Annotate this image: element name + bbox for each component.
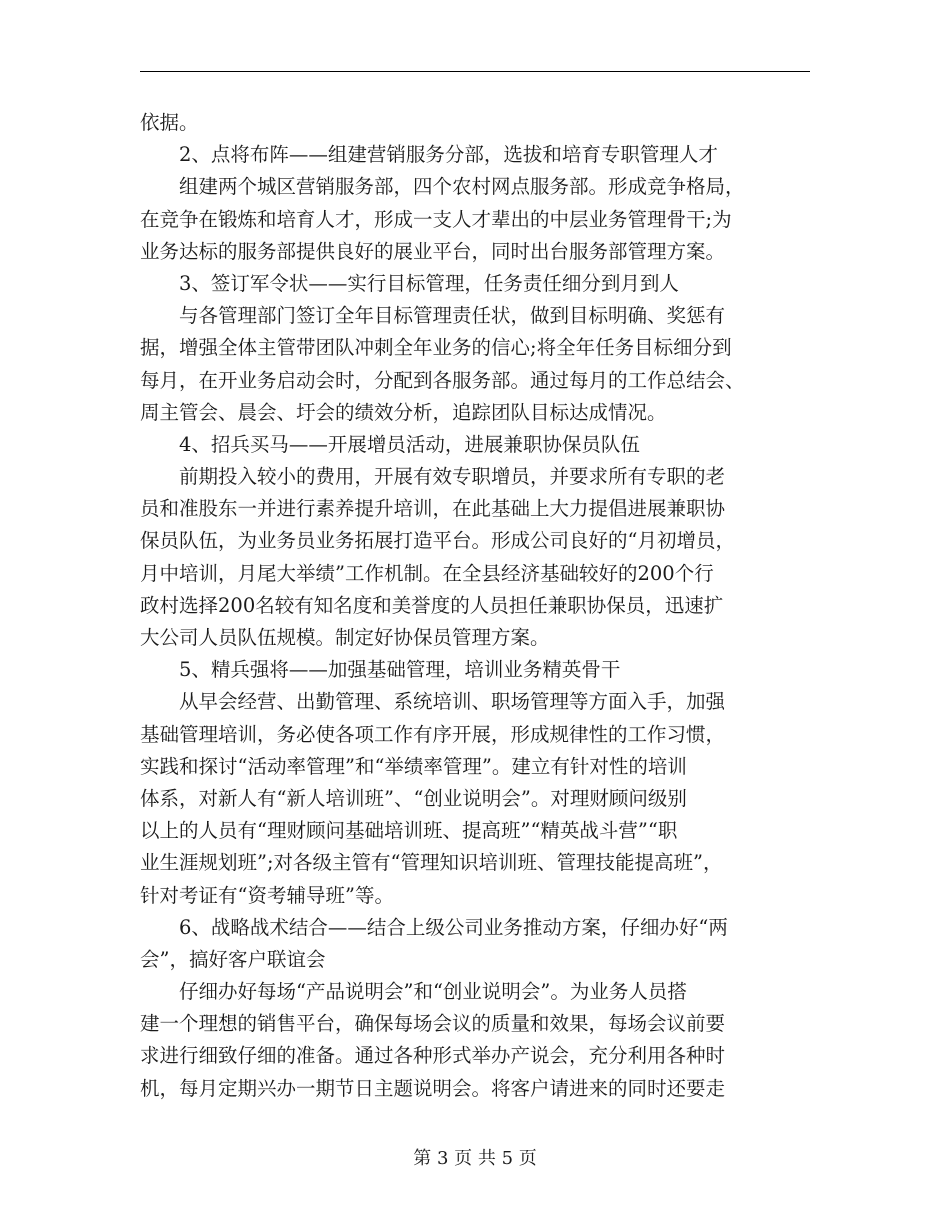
text-line: 依据。 (140, 111, 199, 134)
text-line: 前期投入较小的费用，开展有效专职增员，并要求所有专职的老 (179, 465, 726, 489)
text-line: 5、精兵强将——加强基础管理，培训业务精英骨干 (179, 658, 621, 682)
text-line: 组建两个城区营销服务部，四个农村网点服务部。形成竞争格局， (179, 175, 745, 199)
text-line: 6、战略战术结合——结合上级公司业务推动方案，仔细办好“两 (179, 915, 728, 939)
text-line: 业务达标的服务部提供良好的展业平台，同时出台服务部管理方案。 (140, 239, 726, 263)
text-line: 仔细办好每场“产品说明会”和“创业说明会”。为业务人员搭 (179, 980, 687, 1004)
text-line: 政村选择200名较有知名度和美誉度的人员担任兼职协保员，迅速扩 (140, 593, 724, 617)
text-line: 周主管会、晨会、圩会的绩效分析，追踪团队目标达成情况。 (140, 400, 667, 424)
text-line: 会”，搞好客户联谊会 (140, 947, 326, 971)
text-line: 与各管理部门签订全年目标管理责任状，做到目标明确、奖惩有 (179, 304, 726, 328)
text-line: 每月，在开业务启动会时，分配到各服务部。通过每月的工作总结会、 (140, 368, 745, 392)
page-footer: 第 3 页 共 5 页 (413, 1148, 537, 1169)
text-line: 机，每月定期兴办一期节日主题说明会。将客户请进来的同时还要走 (140, 1076, 726, 1100)
text-line: 建一个理想的销售平台，确保每场会议的质量和效果，每场会议前要 (140, 1012, 726, 1036)
text-line: 求进行细致仔细的准备。通过各种形式举办产说会，充分利用各种时 (140, 1044, 726, 1068)
text-line: 实践和探讨“活动率管理”和“举绩率管理”。建立有针对性的培训 (140, 754, 687, 778)
text-line: 4、招兵买马——开展增员活动，进展兼职协保员队伍 (179, 432, 640, 456)
text-line: 月中培训，月尾大举绩”工作机制。在全县经济基础较好的200个行 (140, 561, 714, 585)
text-line: 基础管理培训，务必使各项工作有序开展，形成规律性的工作习惯， (140, 722, 726, 746)
header-rule (140, 71, 810, 72)
text-line: 大公司人员队伍规模。制定好协保员管理方案。 (140, 626, 550, 649)
text-line: 3、签订军令状——实行目标管理，任务责任细分到月到人 (179, 271, 679, 295)
document-body (140, 107, 812, 1105)
text-line: 体系，对新人有“新人培训班”、“创业说明会”。对理财顾问级别 (140, 786, 687, 810)
text-line: 2、点将布阵——组建营销服务分部，选拔和培育专职管理人才 (179, 143, 718, 167)
text-line: 员和准股东一并进行素养提升培训，在此基础上大力提倡进展兼职协 (140, 497, 726, 521)
text-line: 在竞争在锻炼和培育人才，形成一支人才辈出的中层业务管理骨干;为 (140, 207, 732, 231)
text-line: 业生涯规划班”;对各级主管有“管理知识培训班、管理技能提高班”， (140, 851, 723, 875)
text-line: 以上的人员有“理财顾问基础培训班、提高班”“精英战斗营”“职 (140, 819, 678, 843)
text-line: 据，增强全体主管带团队冲刺全年业务的信心;将全年任务目标细分到 (140, 336, 732, 360)
text-line: 针对考证有“资考辅导班”等。 (140, 883, 394, 907)
text-line: 保员队伍，为业务员业务拓展打造平台。形成公司良好的“月初增员， (140, 529, 735, 553)
text-line: 从早会经营、出勤管理、系统培训、职场管理等方面入手，加强 (179, 690, 726, 714)
